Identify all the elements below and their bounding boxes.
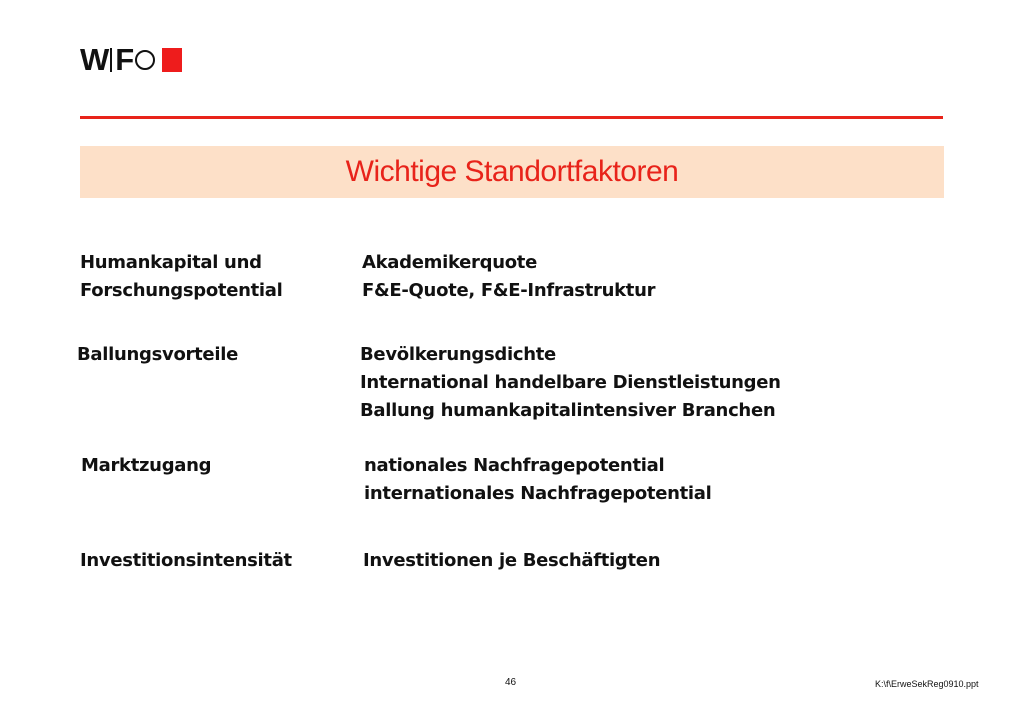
page-number: 46 [505, 677, 517, 688]
factor-label-line: Forschungspotential [80, 280, 283, 301]
factor-label-marktzugang [81, 452, 211, 480]
title-band [80, 146, 944, 198]
factor-detail-line: Investitionen je Beschäftigten [363, 550, 661, 571]
factor-detail-line: Ballung humankapitalintensiver Branchen [360, 400, 776, 421]
wifo-logo [80, 42, 182, 77]
logo-bar [110, 48, 112, 72]
factor-detail-line: Akademikerquote [362, 252, 538, 273]
slide-title: Wichtige Standortfaktoren [345, 155, 679, 188]
factor-detail-investitionsintensitaet [363, 547, 660, 575]
factor-label-line: Marktzugang [81, 455, 212, 476]
factor-label-line: Investitionsintensität [80, 550, 292, 571]
factor-label-ballungsvorteile [77, 341, 238, 369]
file-name: K:\f\ErweSekReg0910.ppt [875, 679, 979, 689]
factor-label-line: Ballungsvorteile [77, 344, 238, 365]
factor-detail-humankapital [362, 249, 655, 305]
factor-detail-line: nationales Nachfragepotential [364, 455, 665, 476]
logo-square-icon [162, 48, 182, 72]
logo-letter-f: F [115, 42, 134, 77]
factor-detail-line: internationales Nachfragepotential [364, 483, 712, 504]
factor-detail-line: F&E-Quote, F&E-Infrastruktur [362, 280, 656, 301]
logo-letter-w: W [80, 42, 109, 77]
factor-detail-line: International handelbare Dienstleistungen [360, 372, 781, 393]
factor-detail-ballungsvorteile [360, 341, 781, 425]
factor-label-humankapital [80, 249, 283, 305]
logo-circle-icon [135, 50, 155, 70]
factor-label-investitionsintensitaet [80, 547, 292, 575]
factor-label-line: Humankapital und [80, 252, 262, 273]
factor-detail-marktzugang [364, 452, 712, 508]
factor-detail-line: Bevölkerungsdichte [360, 344, 556, 365]
header-divider [80, 116, 943, 119]
